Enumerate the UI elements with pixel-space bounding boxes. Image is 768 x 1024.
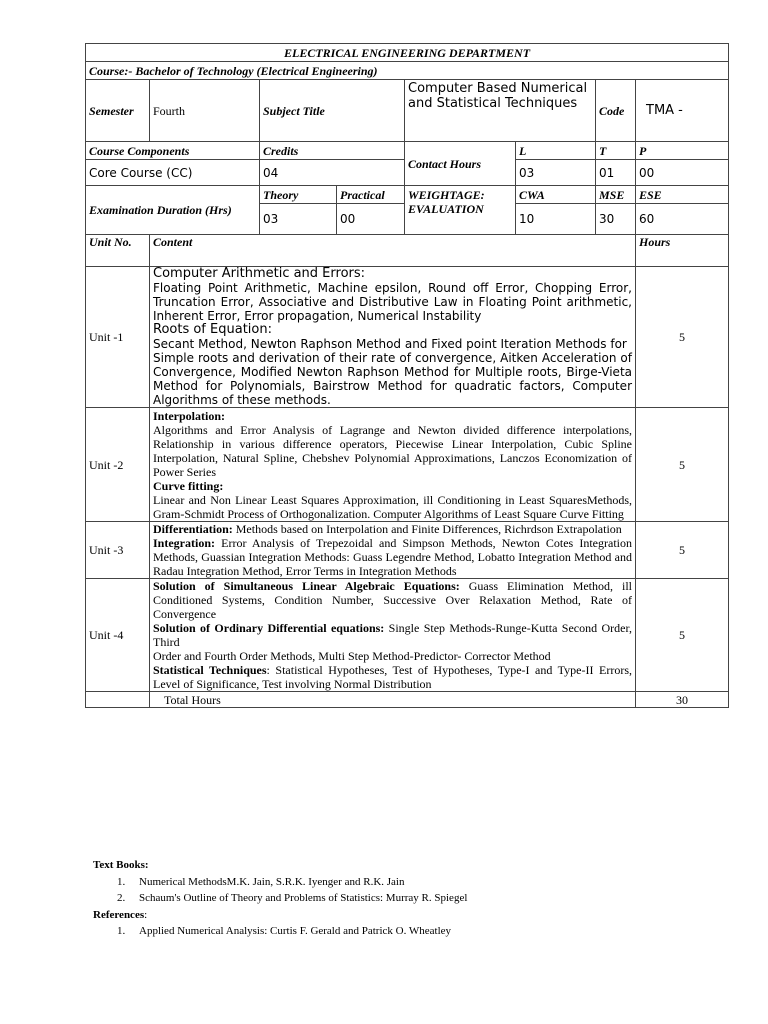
subject-title-value: Computer Based Numerical and Statistical Techniques	[405, 80, 596, 142]
contact-hours-label: Contact Hours	[405, 142, 516, 186]
topic-text: Floating Point Arithmetic, Machine epsilon, Round off Error, Chopping Error, Truncation Error, Associative and Distributive Law in Floating Point arithmetic, Inherent Error, Error propagation, Numerical Instability	[153, 281, 632, 323]
topic-text: Simple roots and derivation of their rate of convergence, Aitken Acceleration of Convergence, Modified Newton Raphson Method for Multiple roots, Birge-Vieta Method for Polynomials, Bairstrow Method for quadratic factors, Computer Algorithms of these methods.	[153, 351, 632, 407]
topic-heading: Differentiation:	[153, 522, 233, 536]
theory-label: Theory	[260, 186, 337, 204]
unit-hours: 5	[636, 267, 729, 408]
item-number: 1.	[117, 875, 126, 888]
topic-heading: Solution of Ordinary Differential equations:	[153, 621, 385, 635]
references-heading: References:	[93, 908, 148, 921]
semester-label: Semester	[86, 80, 150, 142]
item-number: 1.	[117, 925, 126, 937]
unit-row	[86, 408, 729, 522]
syllabus-table	[85, 43, 729, 708]
cwa-value: 10	[516, 204, 596, 235]
unit-label: Unit -3	[86, 522, 150, 579]
mse-value: 30	[596, 204, 636, 235]
code-value: TMA -	[636, 80, 729, 142]
t-value: 01	[596, 160, 636, 186]
topic-heading: Statistical Techniques	[153, 663, 267, 677]
topic-heading: Solution of Simultaneous Linear Algebraic Equations:	[153, 579, 460, 593]
department-title: ELECTRICAL ENGINEERING DEPARTMENT	[86, 44, 729, 62]
topic-text: Secant Method, Newton Raphson Method and Fixed point Iteration Methods for	[153, 337, 627, 351]
reference-item	[93, 923, 733, 940]
topic-text: Order and Fourth Order Methods, Multi Step Method-Predictor- Corrector Method	[153, 649, 551, 663]
unit-content	[150, 579, 636, 692]
unit-row	[86, 267, 729, 408]
unit-row	[86, 522, 729, 579]
mse-label: MSE	[596, 186, 636, 204]
credits-value: 04	[260, 160, 405, 186]
unit-label: Unit -2	[86, 408, 150, 522]
unit-label: Unit -1	[86, 267, 150, 408]
unit-content	[150, 408, 636, 522]
item-text: Schaum's Outline of Theory and Problems of Statistics: Murray R. Spiegel	[139, 892, 468, 904]
topic-heading: Curve fitting:	[153, 479, 224, 493]
credits-label: Credits	[260, 142, 405, 160]
ese-value: 60	[636, 204, 729, 235]
item-number: 2.	[117, 892, 126, 904]
topic-text: Methods based on Interpolation and Finite Differences, Richrdson Extrapolation	[232, 522, 622, 536]
ese-label: ESE	[636, 186, 729, 204]
course-components-label: Course Components	[86, 142, 260, 160]
topic-text: Error Analysis of Trepezoidal and Simpson Methods, Newton Cotes Integration Methods, Guassian Integration Methods: Guass Legendre Method, Lobatto Integration Method and Radau Integration Method, Error Terms in Integration Methods	[153, 536, 632, 578]
topic-heading: Roots of Equation:	[153, 322, 272, 337]
books-section	[93, 857, 733, 940]
practical-value: 00	[337, 204, 405, 235]
unit-content	[150, 522, 636, 579]
topic-text: Guass Elimination Method, ill Conditioned Systems, Condition Number, Successive Over Relaxation Method, Rate of Convergence	[153, 579, 633, 621]
topic-text: Linear and Non Linear Least Squares Approximation, ill Conditioning in Least SquaresMethods, Gram-Schmidt Process of Orthogonalization. Computer Algorithms of Least Square Curve Fitting	[153, 493, 632, 521]
topic-heading: Computer Arithmetic and Errors:	[153, 266, 366, 281]
code-label: Code	[596, 80, 636, 142]
subject-title-label: Subject Title	[260, 80, 405, 142]
unit-content	[150, 267, 636, 408]
semester-value: Fourth	[150, 80, 260, 142]
unit-hours: 5	[636, 408, 729, 522]
unit-hours: 5	[636, 579, 729, 692]
p-label: P	[636, 142, 729, 160]
item-text: Applied Numerical Analysis: Curtis F. Gerald and Patrick O. Wheatley	[139, 925, 452, 937]
unit-row	[86, 579, 729, 692]
topic-heading: Integration:	[153, 536, 215, 550]
text-books-heading: Text Books:	[93, 859, 149, 871]
topic-text: Single Step Methods-Runge-Kutta Second Order, Third	[153, 621, 632, 649]
text-book-item	[93, 874, 733, 891]
item-text: Numerical MethodsM.K. Jain, S.R.K. Iyenger and R.K. Jain	[139, 875, 405, 888]
course-title: Course:- Bachelor of Technology (Electrical Engineering)	[86, 62, 729, 80]
l-label: L	[516, 142, 596, 160]
hours-header: Hours	[636, 235, 729, 267]
unit-hours: 5	[636, 522, 729, 579]
p-value: 00	[636, 160, 729, 186]
text-book-item	[93, 890, 733, 907]
l-value: 03	[516, 160, 596, 186]
weightage-evaluation-label: WEIGHTAGE: EVALUATION	[405, 186, 516, 235]
topic-heading: Interpolation:	[153, 409, 225, 423]
topic-text: Algorithms and Error Analysis of Lagrange and Newton divided difference interpolations, Relationship in various difference operators, Piecewise Linear Interpolation, Cubic Spline Interpolation, Natural Spline, Chebshev Polynomial Approximations, Lanczos Economization of Power Series	[153, 423, 632, 479]
unit-no-header: Unit No.	[86, 235, 150, 267]
total-hours-value: 30	[636, 692, 729, 708]
total-hours-label: Total Hours	[150, 692, 636, 708]
course-type-value: Core Course (CC)	[86, 160, 260, 186]
cwa-label: CWA	[516, 186, 596, 204]
total-spacer	[86, 692, 150, 708]
t-label: T	[596, 142, 636, 160]
unit-label: Unit -4	[86, 579, 150, 692]
topic-text: : Statistical Hypotheses, Test of Hypotheses, Type-I and Type-II Errors, Level of Significance, Test involving Normal Distribution	[153, 663, 632, 691]
exam-duration-label: Examination Duration (Hrs)	[86, 186, 260, 235]
theory-value: 03	[260, 204, 337, 235]
content-header: Content	[150, 235, 636, 267]
practical-label: Practical	[337, 186, 405, 204]
